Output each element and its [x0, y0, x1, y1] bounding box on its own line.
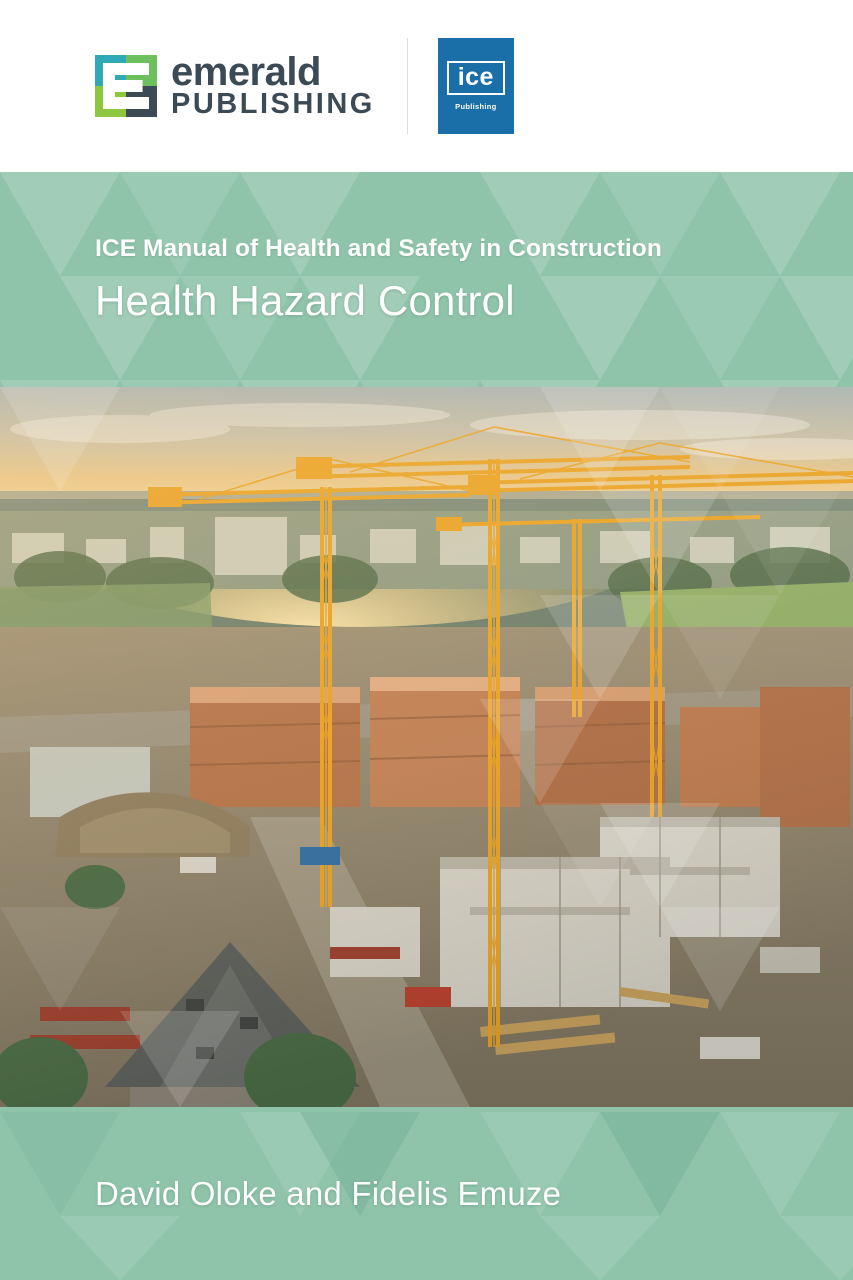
book-title: Health Hazard Control [95, 276, 515, 324]
author-names: David Oloke and Fidelis Emuze [95, 1174, 562, 1212]
publisher-logo-band [0, 0, 853, 172]
emerald-publishing-logo [95, 50, 375, 121]
author-band [0, 1107, 853, 1280]
cover-photograph [0, 387, 853, 1107]
emerald-name-line2: PUBLISHING [171, 88, 375, 121]
emerald-wordmark [171, 50, 375, 121]
title-block [0, 172, 853, 387]
series-title: ICE Manual of Health and Safety in Construction [95, 234, 662, 262]
logo-divider [407, 38, 408, 134]
construction-site-photo [0, 387, 853, 1107]
ice-publishing-logo-icon [438, 38, 514, 134]
ice-name: ice [447, 61, 505, 95]
emerald-square-logo-icon [95, 55, 157, 117]
emerald-name-line1: emerald [171, 50, 321, 95]
ice-sub-label: Publishing [455, 102, 497, 111]
